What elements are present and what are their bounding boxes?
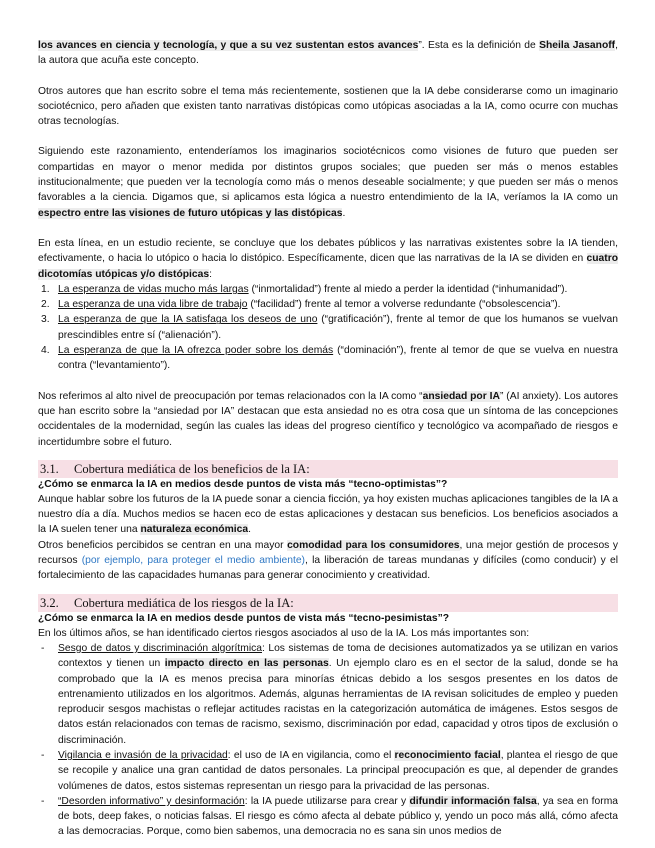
bold-phrase: Sheila Jasanoff <box>539 40 616 51</box>
paragraph-study: En esta línea, en un estudio reciente, se concluye que los debates públicos y las narrativas existentes sobre la IA tienden, efectivamente, o hacia lo utópico o hacia lo distópico. Específicamente, dicen que las narrativas de la IA se dividen en cuatro dicotomías utópicas y/o distópicas: <box>38 237 618 280</box>
list-item: 2. La esperanza de una vida libre de trabajo (“facilidad”) frente al temor a volverse redundante (“obsolescencia”). <box>41 299 561 311</box>
section-heading-risks: 3.2. Cobertura mediática de los riesgos de la IA: <box>38 594 618 612</box>
list-item: 3. La esperanza de que la IA satisfaga los deseos de uno (“gratificación”), frente al temor de que los humanos se vuelvan prescindibles entre sí (“alienación”). <box>41 314 618 341</box>
paragraph-other-benefits: Otros beneficios percibidos se centran en una mayor comodidad para los consumidores, una mejor gestión de procesos y recursos (por ejemplo, para proteger el medio ambiente), la liberación de tareas mundanas y difíciles (como conducir) y el fortalecimiento de las capacidades humanas para generar conocimiento y creatividad. <box>38 539 618 582</box>
risks-list <box>38 641 618 840</box>
paragraph-ai-anxiety: Nos referimos al alto nivel de preocupación por temas relacionados con la IA como “ansiedad por IA” (AI anxiety). Los autores que han escrito sobre la “ansiedad por IA” destacan que esta ansiedad no es otra cosa que un síntoma de las concepciones occidentales de la modernidad, según las cuales las ideas del progreso científico y tecnológico va acompañado de riesgos e incertidumbre sobre el futuro. <box>38 390 618 448</box>
bold-phrase: espectro entre las visiones de futuro utópicas y las distópicas <box>38 207 343 219</box>
paragraph-benefits: Aunque hablar sobre los futuros de la IA puede sonar a ciencia ficción, ya hoy existen muchas aplicaciones tangibles de la IA a nuestro día a día. Muchos medios se hacen eco de estas aplicaciones y destacan sus beneficios. Los beneficios asociados a la IA suelen tener una naturaleza económica. <box>38 493 618 536</box>
paragraph-reasoning: Siguiendo este razonamiento, entenderíamos los imaginarios sociotécnicos como visiones de futuro que pueden ser compartidas en mayor o menor medida por distintos grupos sociales; que pueden ser más o menos estables institucionalmente; que pueden ver la tecnología como más o menos deseable socialmente; y que pueden ser más o menos favorables a la ciencia. Digamos que, si aplicamos esta lógica a nuestro entendimiento de la IA, veríamos la IA como un espectro entre las visiones de futuro utópicas y las distópicas. <box>38 146 618 219</box>
section-subheading: ¿Cómo se enmarca la IA en medios desde puntos de vista más “tecno-pesimistas”? <box>38 612 450 624</box>
bold-phrase: cuatro dicotomías utópicas y/o distópicas <box>38 253 618 280</box>
list-item: 4. La esperanza de que la IA ofrezca poder sobre los demás (“dominación”), frente al temor de que se vuelva en nuestra contra (“levantamiento”). <box>41 345 618 372</box>
bold-phrase: difundir información falsa <box>409 795 537 807</box>
document-page <box>38 38 618 840</box>
dichotomies-list <box>38 282 618 374</box>
bold-phrase: impacto directo en las personas <box>164 658 329 670</box>
list-item: 1. La esperanza de vidas mucho más largas (“inmortalidad”) frente al miedo a perder la identidad (“inhumanidad”). <box>41 283 568 295</box>
example-link: (por ejemplo, para proteger el medio ambiente) <box>81 555 305 567</box>
paragraph-authors: Otros autores que han escrito sobre el tema más recientemente, sostienen que la IA debe considerarse como un imaginario sociotécnico, pero añaden que existen tanto narrativas distópicas como utópicas asociadas a la IA, como ocurre con muchas otras tecnologías. <box>38 85 618 128</box>
bold-phrase: los avances en ciencia y tecnología, y que a su vez sustentan estos avances <box>38 40 419 51</box>
list-item: - Sesgo de datos y discriminación algorítmica: Los sistemas de toma de decisiones automatizados ya se utilizan en varios contextos y tienen un impacto directo en las personas. Un ejemplo claro es en el sector de la salud, donde se ha comprobado que la IA es menos precisa para minorías étnicas debido a los sesgos presentes en los datos de entrenamiento utilizados en los algoritmos. Además, algunas herramientas de IA revisan solicitudes de empleo y pueden reproducir sesgos machistas o reflejar actitudes racistas en la categorización automática de imágenes. Estos sesgos de datos están relacionados con temas de racismo, sexismo, discriminación por edad, capacidad y otros tipos de exclusión o discriminación. <box>41 642 619 746</box>
list-item: - Vigilancia e invasión de la privacidad: el uso de IA en vigilancia, como el reconocimiento facial, plantea el riesgo de que se recopile y analice una gran cantidad de datos personales. La principal preocupación es que, al depender de grandes volúmenes de datos, estos sistemas representan un riesgo para la privacidad de las personas. <box>41 749 618 792</box>
bold-phrase: naturaleza económica <box>140 524 249 536</box>
paragraph-definition: los avances en ciencia y tecnología, y que a su vez sustentan estos avances”. Esta es la definición de Sheila Jasanoff, la autora que acuña este concepto. <box>38 40 618 67</box>
bold-phrase: comodidad para los consumidores <box>287 539 460 551</box>
bold-phrase: ansiedad por IA <box>422 390 500 402</box>
section-heading-benefits: 3.1. Cobertura mediática de los beneficios de la IA: <box>38 460 618 478</box>
bold-phrase: reconocimiento facial <box>394 749 501 761</box>
paragraph-risks-intro: En los últimos años, se han identificado ciertos riesgos asociados al uso de la IA. Los más importantes son: <box>38 627 530 639</box>
list-item: - “Desorden informativo” y desinformación: la IA puede utilizarse para crear y difundir información falsa, ya sea en forma de bots, deep fakes, o noticias falsas. El riesgo es cómo afecta al debate público y, yendo un poco más allá, cómo afecta a las democracias. Porque, como bien sabemos, una democracia no es sana sin unos medios de <box>41 795 618 838</box>
section-subheading: ¿Cómo se enmarca la IA en medios desde puntos de vista más “tecno-optimistas”? <box>38 478 448 490</box>
